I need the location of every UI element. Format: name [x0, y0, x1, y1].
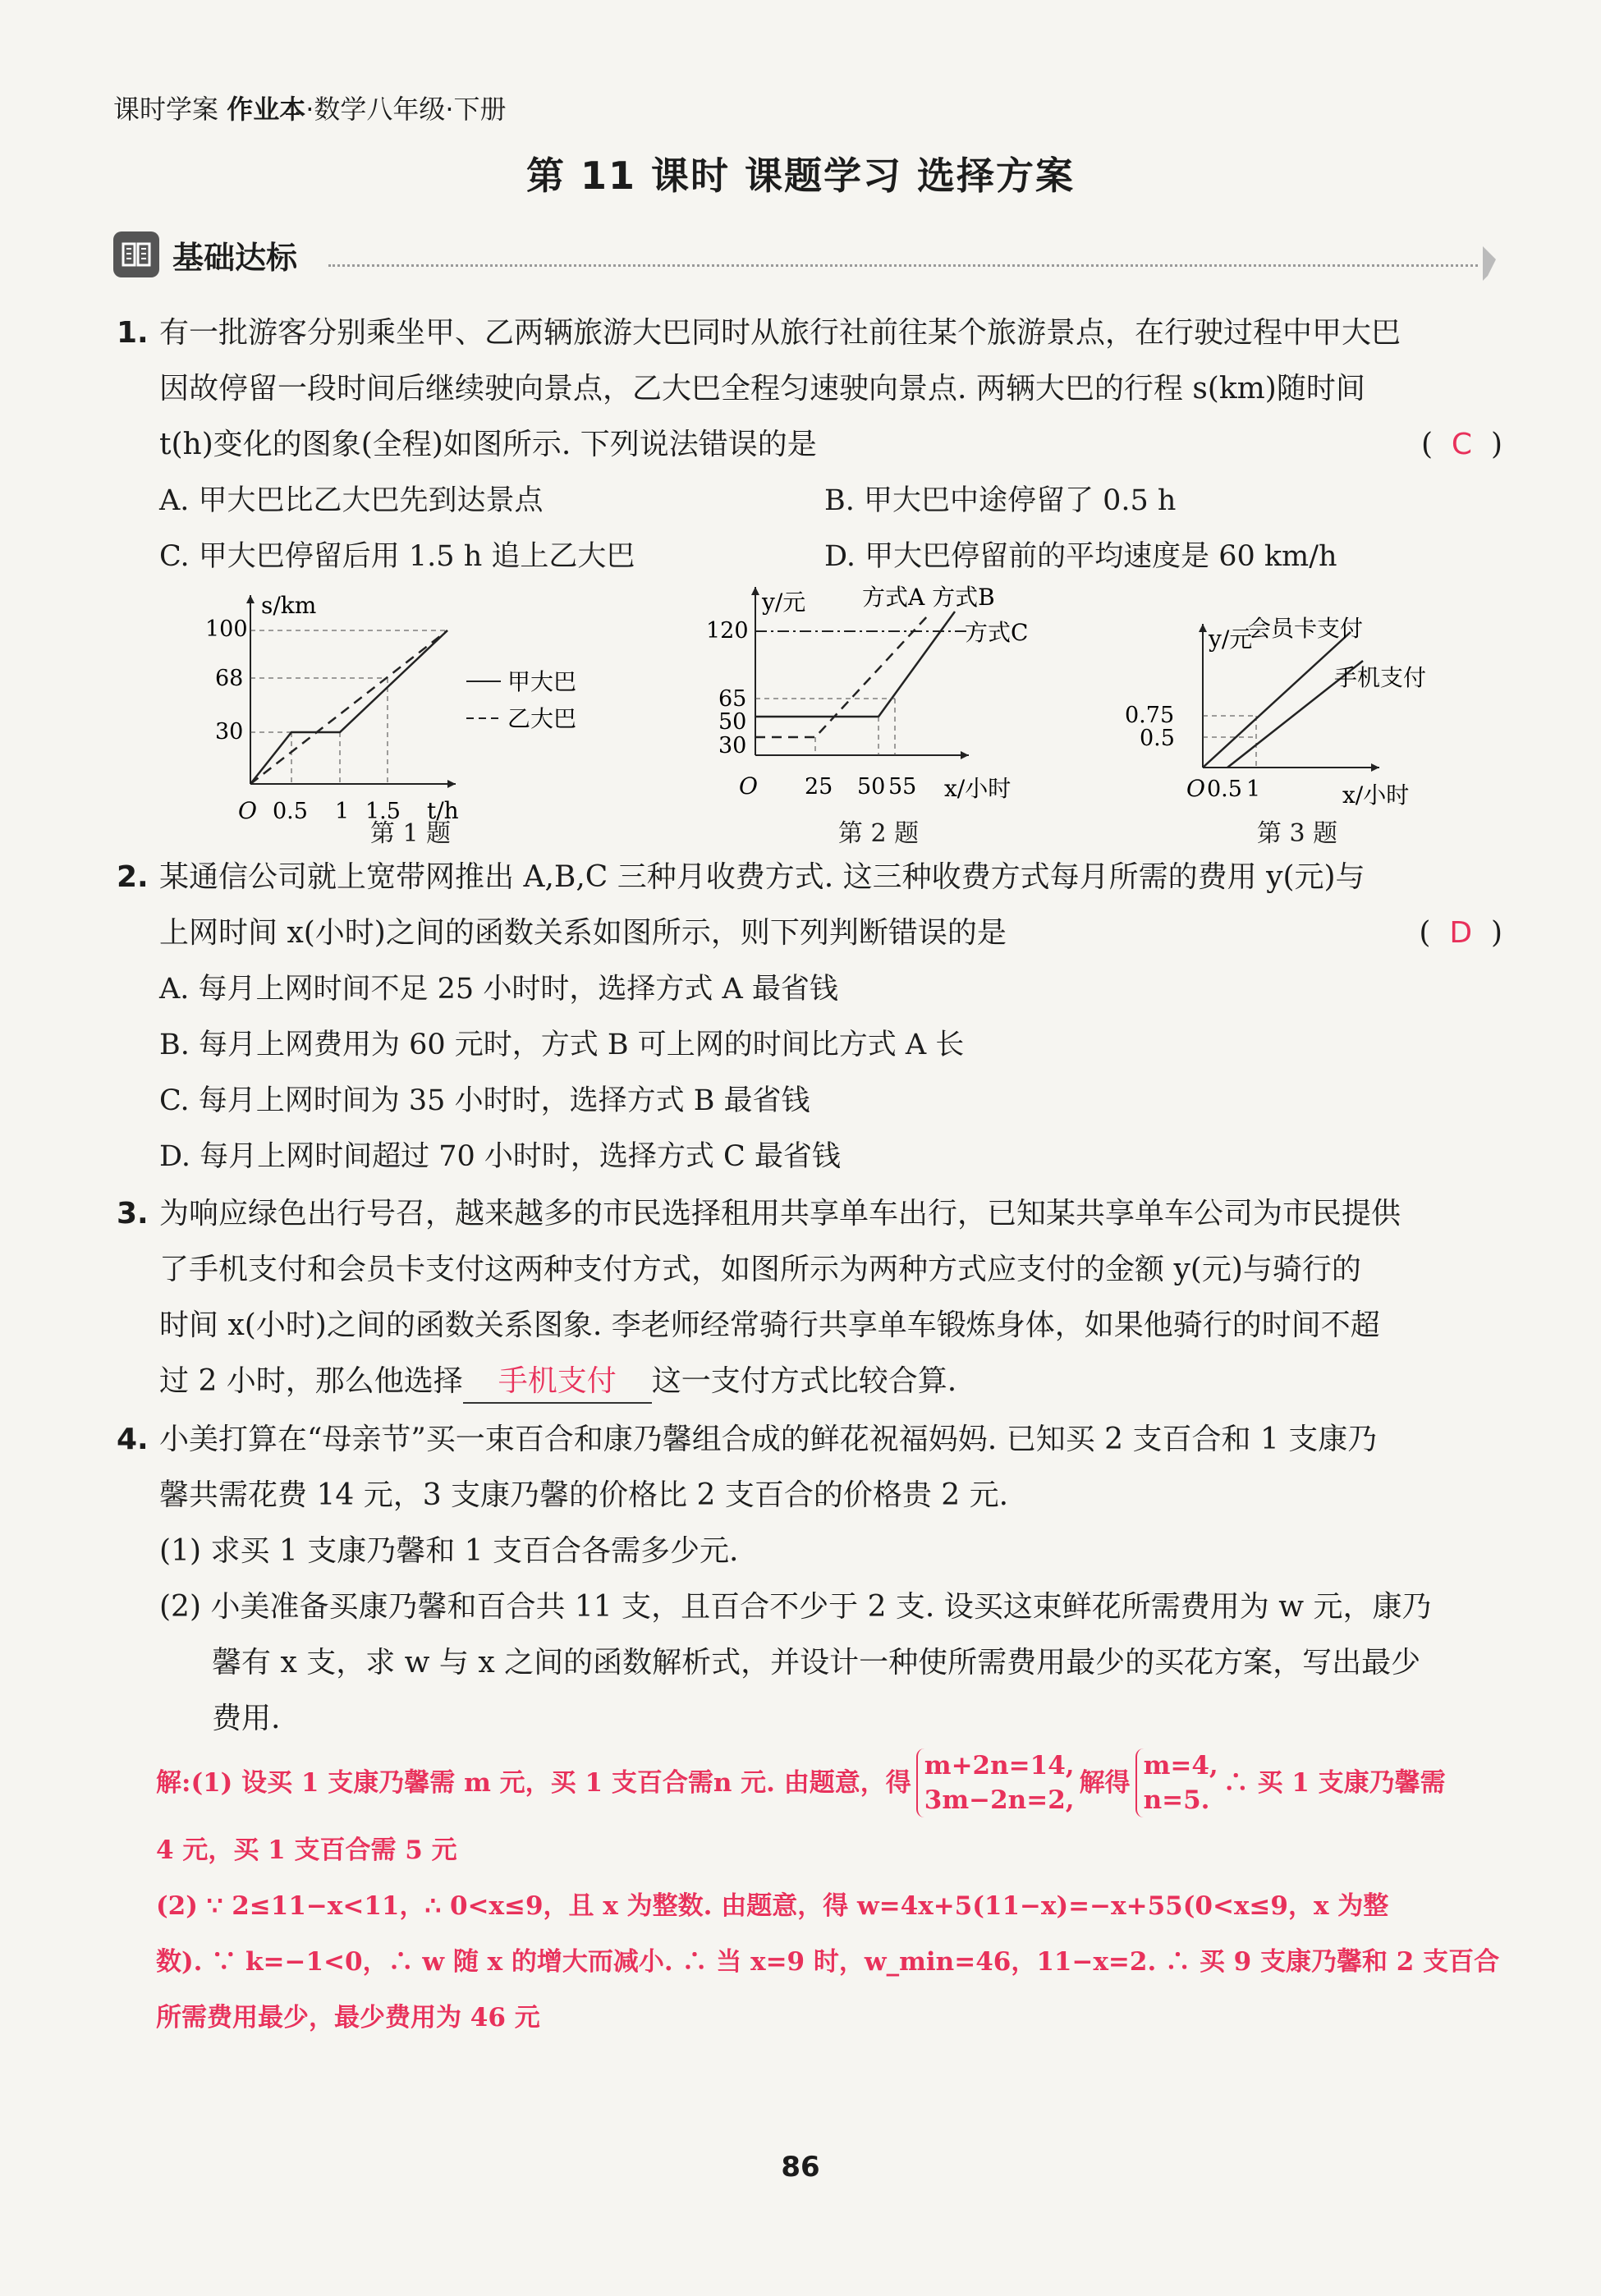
sub-question-2: 馨有 x 支，求 w 与 x 之间的函数解析式，并设计一种使所需费用最少的买花方案，写出最少 [212, 1646, 1421, 1680]
origin-label: O [1186, 775, 1205, 802]
legend-b: 乙大巴 [507, 705, 577, 732]
question-number: 3. [117, 1197, 149, 1230]
solution-text: (2) ∵ 2≤11−x<11，∴ 0<x≤9，且 x 为整数. 由题意，得 w=4x+5(11−x)=−x+55(0<x≤9，x 为整 [156, 1891, 1389, 1921]
option-d: D. 每月上网时间超过 70 小时时，选择方式 C 最省钱 [159, 1140, 841, 1173]
equation: 3m−2n=2, [924, 1785, 1075, 1815]
question-text: 小美打算在“母亲节”买一束百合和康乃馨组合成的鲜花祝福妈妈. 已知买 2 支百合和 1 支康乃 [159, 1423, 1378, 1456]
y-tick: 65 [718, 686, 747, 712]
figure-caption: 第 1 题 [369, 819, 452, 848]
y-tick: 0.5 [1140, 726, 1175, 751]
question-text: 有一批游客分别乘坐甲、乙两辆旅游大巴同时从旅行社前往某个旅游景点，在行驶过程中甲大巴 [159, 316, 1401, 350]
section-divider [328, 264, 1478, 267]
pen-icon [1478, 243, 1502, 284]
plan-c-line [755, 612, 955, 717]
result-system [1135, 1748, 1218, 1817]
question-text: t(h)变化的图象(全程)如图所示. 下列说法错误的是 [159, 428, 817, 461]
option-b: B. 甲大巴中途停留了 0.5 h [824, 484, 1177, 517]
x-tick: 25 [805, 774, 833, 800]
figure-caption: 第 3 题 [1256, 819, 1338, 848]
y-tick: 100 [205, 616, 248, 642]
x-axis-label: x/小时 [1342, 781, 1410, 809]
question-2 [117, 850, 1502, 1185]
question-text: 过 2 小时，那么他选择 [159, 1364, 463, 1398]
question-text: 因故停留一段时间后继续驶向景点，乙大巴全程匀速驶向景点. 两辆大巴的行程 s(km)随时间 [159, 372, 1365, 406]
header-suffix: ·数学八年级·下册 [305, 94, 507, 125]
figure-caption: 第 2 题 [837, 819, 920, 848]
question-text: 为响应绿色出行号召，越来越多的市民选择租用共享单车出行，已知某共享单车公司为市民提供 [159, 1197, 1401, 1230]
question-text: 时间 x(小时)之间的函数关系图象. 李老师经常骑行共享单车锻炼身体，如果他骑行的时间不超 [159, 1308, 1380, 1342]
origin-label: O [739, 772, 758, 800]
solution-text: 解得 [1079, 1768, 1131, 1798]
answer-bracket: ( D ) [1419, 916, 1502, 950]
solution [156, 1748, 1502, 2046]
question-1 [117, 305, 1502, 584]
header-prefix: 课时学案 [113, 94, 219, 125]
x-tick: 1 [335, 799, 350, 824]
figure-1 [205, 587, 665, 841]
plan-c-label: 方式C [965, 619, 1029, 646]
sub-question-2: (2) 小美准备买康乃馨和百合共 11 支，且百合不少于 2 支. 设买这束鲜花所需费用为 w 元，康乃 [159, 1590, 1432, 1624]
equation: m+2n=14, [924, 1751, 1075, 1780]
legend-a: 甲大巴 [507, 668, 577, 695]
x-tick: 50 [857, 774, 886, 800]
y-axis-label: s/km [261, 592, 317, 619]
question-4 [117, 1412, 1502, 1747]
y-axis-label: y/元 [1209, 626, 1253, 653]
y-tick: 68 [215, 666, 244, 691]
x-tick: 1 [1246, 777, 1261, 802]
equation: m=4, [1143, 1751, 1218, 1780]
equation-system [916, 1748, 1075, 1817]
x-tick: 1.5 [365, 799, 401, 824]
page-title: 第 11 课时 课题学习 选择方案 [525, 154, 1076, 198]
header-bold: 作业本 [227, 94, 306, 125]
page-number: 86 [781, 2151, 820, 2184]
option-a: A. 甲大巴比乙大巴先到达景点 [159, 484, 544, 517]
option-d: D. 甲大巴停留前的平均速度是 60 km/h [824, 540, 1337, 573]
x-tick: 55 [888, 774, 917, 800]
answer-choice: C [1451, 428, 1473, 461]
question-number: 1. [117, 316, 149, 350]
card-label: 会员卡支付 [1248, 615, 1364, 642]
phone-label: 手机支付 [1334, 664, 1427, 691]
y-axis-label: y/元 [762, 589, 806, 616]
solution-text: ∴ 买 1 支康乃馨需 [1223, 1768, 1446, 1798]
y-tick: 30 [215, 719, 244, 745]
answer-blank: 手机支付 [463, 1361, 652, 1404]
section-label: 基础达标 [172, 239, 298, 276]
answer-bracket: ( C ) [1420, 428, 1502, 461]
book-icon [113, 231, 159, 277]
option-a: A. 每月上网时间不足 25 小时时，选择方式 A 最省钱 [159, 973, 838, 1006]
figure-2 [706, 579, 1084, 813]
solution-text: 解:(1) 设买 1 支康乃馨需 m 元，买 1 支百合需n 元. 由题意，得 [156, 1768, 911, 1798]
sub-question-2: 费用. [212, 1702, 281, 1735]
x-tick: 0.5 [1207, 777, 1242, 802]
equation: n=5. [1143, 1785, 1210, 1815]
y-tick: 30 [718, 733, 747, 758]
y-tick: 0.75 [1125, 703, 1175, 728]
origin-label: O [238, 797, 257, 824]
bus-b-line [250, 630, 447, 784]
question-text: 这一支付方式比较合算. [651, 1364, 957, 1398]
x-axis-label: t/h [427, 797, 459, 824]
section-heading [113, 231, 297, 277]
y-tick: 50 [718, 709, 747, 735]
option-c: C. 甲大巴停留后用 1.5 h 追上乙大巴 [159, 540, 635, 573]
question-text: 馨共需花费 14 元，3 支康乃馨的价格比 2 支百合的价格贵 2 元. [159, 1478, 1009, 1512]
question-3 [117, 1186, 1502, 1409]
y-tick: 120 [706, 618, 749, 644]
figure-3 [1125, 599, 1486, 817]
sub-question-1: (1) 求买 1 支康乃馨和 1 支百合各需多少元. [159, 1534, 739, 1568]
question-text: 了手机支付和会员卡支付这两种支付方式，如图所示为两种方式应支付的金额 y(元)与骑行的 [159, 1253, 1361, 1286]
question-text: 上网时间 x(小时)之间的函数关系如图所示，则下列判断错误的是 [159, 916, 1007, 950]
option-c: C. 每月上网时间为 35 小时时，选择方式 B 最省钱 [159, 1084, 810, 1117]
answer-choice: D [1449, 916, 1473, 950]
question-number: 4. [117, 1423, 149, 1456]
plan-ab-label: 方式A 方式B [862, 584, 995, 611]
solution-text: 4 元，买 1 支百合需 5 元 [156, 1835, 457, 1865]
solution-text: 数). ∵ k=−1<0，∴ w 随 x 的增大而减小. ∴ 当 x=9 时，w_min=46，11−x=2. ∴ 买 9 支康乃馨和 2 支百合 [156, 1947, 1500, 1977]
x-tick: 0.5 [273, 799, 308, 824]
question-number: 2. [117, 860, 149, 894]
x-axis-label: x/小时 [944, 775, 1012, 802]
plan-a-line [755, 616, 928, 737]
question-text: 某通信公司就上宽带网推出 A,B,C 三种月收费方式. 这三种收费方式每月所需的费用 y(元)与 [159, 860, 1365, 894]
option-b: B. 每月上网费用为 60 元时，方式 B 可上网的时间比方式 A 长 [159, 1029, 965, 1061]
solution-text: 所需费用最少，最少费用为 46 元 [156, 2003, 540, 2032]
book-header [113, 89, 507, 126]
